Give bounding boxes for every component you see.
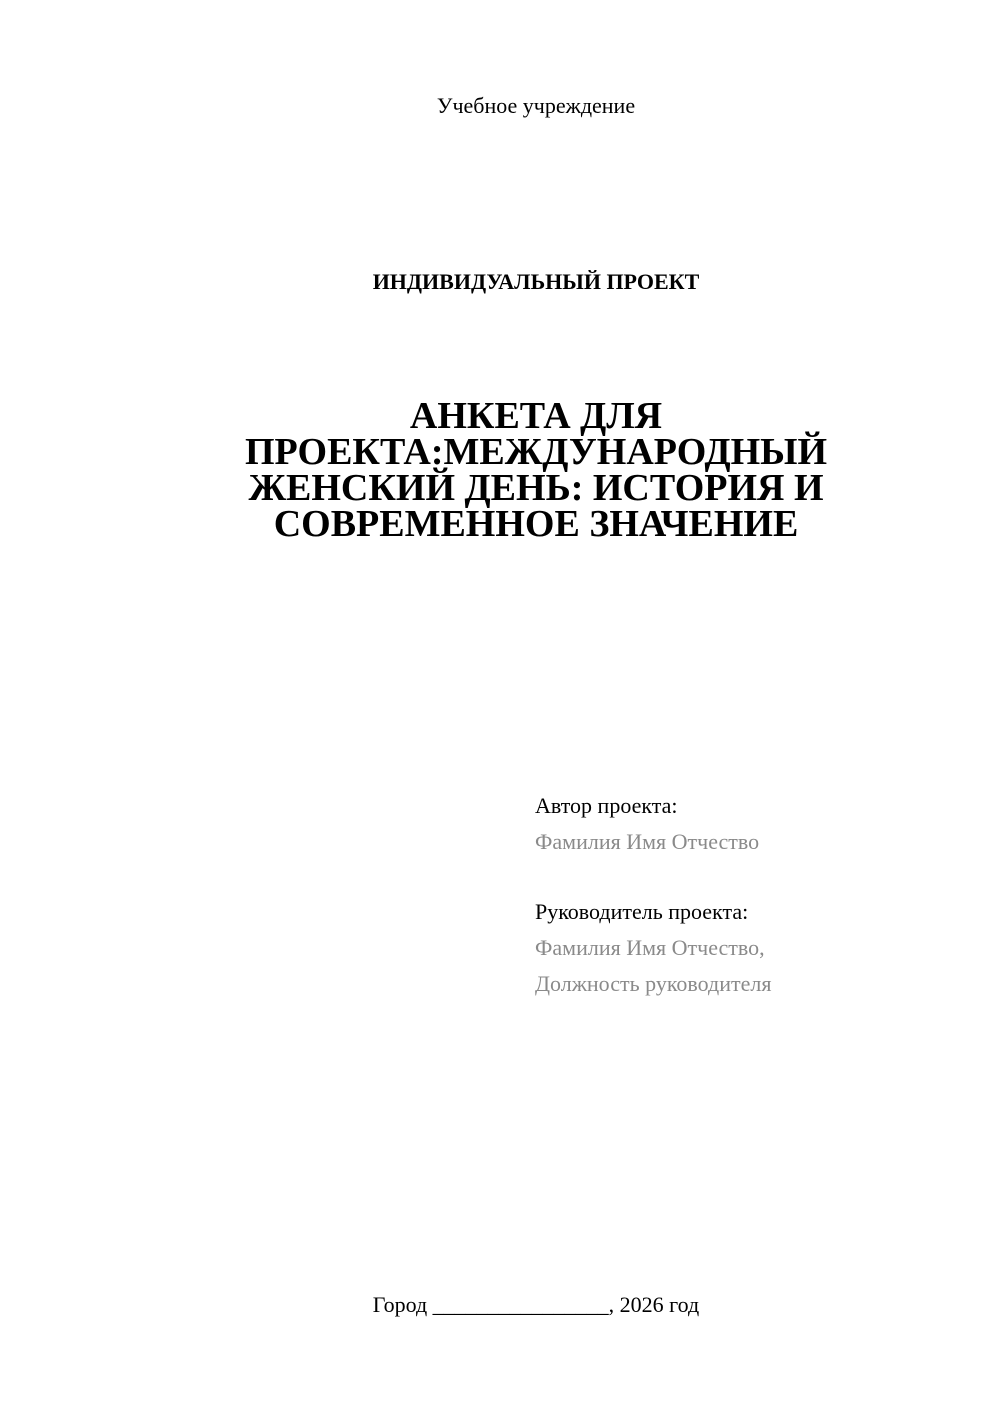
project-title-line: ЖЕНСКИЙ ДЕНЬ: ИСТОРИЯ И: [248, 467, 824, 509]
supervisor-name: Фамилия Имя Отчество,: [535, 935, 765, 960]
project-title-line: АНКЕТА ДЛЯ: [409, 395, 663, 437]
author-name: Фамилия Имя Отчество: [535, 829, 760, 854]
project-title-line: СОВРЕМЕННОЕ ЗНАЧЕНИЕ: [273, 503, 799, 545]
project-type-heading: ИНДИВИДУАЛЬНЫЙ ПРОЕКТ: [372, 269, 700, 294]
city-year-line: Город ________________, 2026 год: [372, 1292, 700, 1317]
spacer: [535, 860, 975, 894]
institution-name: Учебное учреждение: [436, 93, 636, 118]
project-info-block: [535, 788, 975, 1002]
project-title-line: ПРОЕКТА:МЕЖДУНАРОДНЫЙ: [244, 431, 828, 473]
author-label: Автор проекта:: [535, 793, 678, 818]
supervisor-position: Должность руководителя: [535, 971, 772, 996]
project-title: [230, 395, 842, 545]
supervisor-label: Руководитель проекта:: [535, 899, 749, 924]
